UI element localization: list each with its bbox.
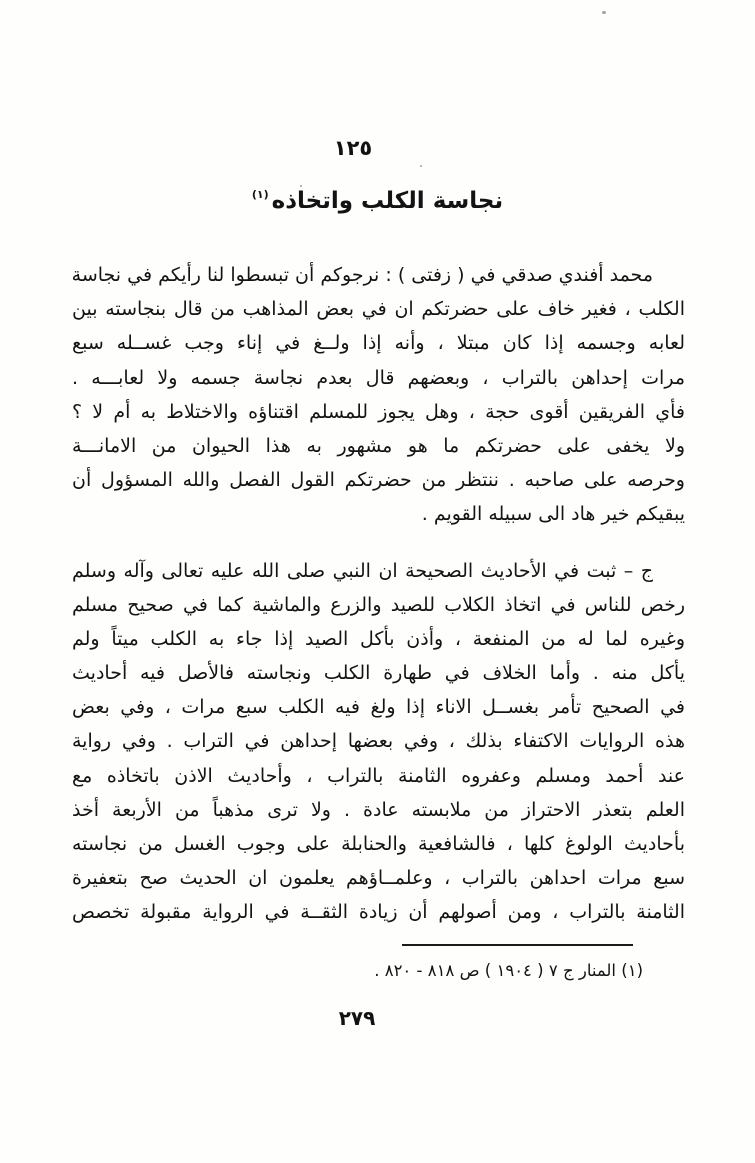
text-line: بأحاديث الولوغ كلها ، فالشافعية والحنابلة على وجوب الغسل من نجاسته xyxy=(72,833,685,855)
body-text xyxy=(72,258,685,930)
answer-paragraph xyxy=(72,554,685,930)
text-line: محمد أفندي صدقي في ( زفتى ) : نرجوكم أن تبسطوا لنا رأيكم في نجاسة xyxy=(71,264,653,286)
title-footnote-marker: (١) xyxy=(251,188,269,201)
text-line: وحرصه على صاحبه . ننتظر من حضرتكم القول الفصل والله المسؤول أن xyxy=(72,469,685,492)
text-line: سبع مرات احداهن بالتراب ، وعلمــاؤهم يعلمون ان الحديث صح بتعفيرة xyxy=(72,867,685,890)
text-line: ج – ثبت في الأحاديث الصحيحة ان النبي صلى الله عليه تعالى وآله وسلم xyxy=(72,559,653,582)
text-line: الثامنة بالتراب ، ومن أصولهم أن زيادة الثقــة في الرواية مقبولة تخصص xyxy=(72,901,685,924)
question-paragraph xyxy=(72,258,685,532)
scan-speck xyxy=(420,165,422,167)
text-line: فأي الفريقين أقوى حجة ، وهل يجوز للمسلم اقتناؤه والاختلاط به أم لا ؟ xyxy=(72,400,685,423)
scan-speck xyxy=(300,185,302,187)
footnote-separator xyxy=(402,944,633,946)
footnote-text: (١) المنار ج ٧ ( ١٩٠٤ ) ص ٨١٨ - ٨٢٠ . xyxy=(374,961,643,980)
text-line: هذه الروايات الاكتفاء بذلك ، وفي بعضها إحداهن في التراب . وفي رواية xyxy=(72,730,685,753)
text-line: لعابه وجسمه إذا كان مبتلا ، وأنه إذا ولــغ في إناء وجب غســله سبع xyxy=(72,332,685,355)
text-line: الكلب ، فغير خاف على حضرتكم ان في بعض المذاهب من قال بنجاسته بين xyxy=(72,298,685,321)
page-title xyxy=(0,188,755,214)
text-line: وغيره لما له من المنفعة ، وأذن بأكل الصيد إذا جاء به الكلب ميتاً ولم xyxy=(72,627,685,650)
page-title-text: نجاسة الكلب واتخاذه xyxy=(271,188,504,214)
text-line: يبقيكم خير هاد الى سبيله القويم . xyxy=(421,503,685,526)
text-line: يأكل منه . وأما الخلاف في طهارة الكلب ونجاسته فالأصل فيه أحاديث xyxy=(72,662,685,685)
page-number-bottom: ٢٧٩ xyxy=(338,1006,376,1030)
text-line: عند أحمد ومسلم وعفروه الثامنة بالتراب ، وأحاديث الاذن باتخاذه مع xyxy=(72,764,685,787)
text-line: رخص للناس في اتخاذ الكلاب للصيد والزرع والماشية كما في صحيح مسلم xyxy=(72,593,685,616)
text-line: في الصحيح تأمر بغســل الاناء إذا ولغ فيه الكلب سبع مرات ، وفي بعض xyxy=(72,696,685,719)
text-line: العلم بتعذر الاحتراز من ملابسته عادة . ولا ترى مذهباً من الأربعة أخذ xyxy=(72,798,685,821)
text-line: ولا يخفى على حضرتكم ما هو مشهور به هذا الحيوان من الامانـــة xyxy=(72,434,685,457)
page-number-top: ١٢٥ xyxy=(333,136,373,160)
text-line: مرات إحداهن بالتراب ، وبعضهم قال بعدم نجاسة جسمه ولا لعابـــه . xyxy=(72,366,685,389)
scan-speck xyxy=(602,11,606,14)
